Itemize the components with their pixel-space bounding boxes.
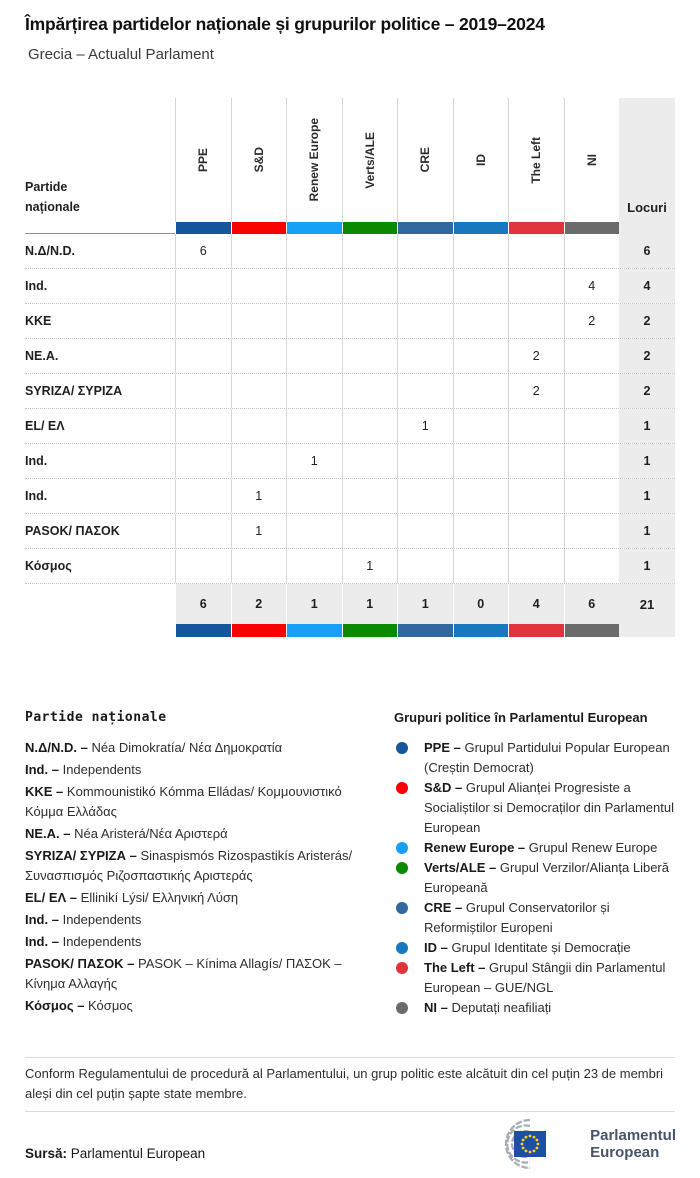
seat-count-cell-sd bbox=[231, 339, 287, 373]
group-total-verts: 1 bbox=[342, 584, 398, 624]
seat-count-cell-cre bbox=[397, 514, 453, 548]
grand-total-seats: 21 bbox=[619, 584, 675, 624]
seat-count-cell-renew bbox=[286, 479, 342, 513]
seat-count-cell-idg bbox=[453, 549, 509, 583]
party-legend-item bbox=[25, 782, 383, 822]
group-legend-abbr: The Left – bbox=[424, 960, 486, 975]
group-column-label: ID bbox=[473, 154, 488, 166]
row-seats-total: 2 bbox=[619, 374, 675, 408]
seat-count-cell-left bbox=[508, 269, 564, 303]
party-legend-name: PASOK – Kínima Allagís/ ΠΑΣΟΚ – Κίνημα Αλλαγής bbox=[25, 956, 342, 991]
party-legend-abbr: EL/ ΕΛ – bbox=[25, 890, 78, 905]
seat-count-cell-verts: 1 bbox=[342, 549, 398, 583]
group-legend-name: Grupul Partidului Popular European (Creștin Democrat) bbox=[424, 740, 670, 775]
group-color-bar-bottom bbox=[25, 624, 675, 637]
seat-count-cell-left: 2 bbox=[508, 374, 564, 408]
group-legend-name: Grupul Alianței Progresiste a Socialiștilor si Democraților din Parlamentul European bbox=[424, 780, 674, 835]
row-value-cells bbox=[175, 479, 619, 513]
seat-count-cell-verts bbox=[342, 304, 398, 338]
party-legend-abbr: Κόσμος – bbox=[25, 998, 85, 1013]
seat-count-cell-sd: 1 bbox=[231, 479, 287, 513]
group-column-header-idg bbox=[453, 98, 509, 222]
seat-count-cell-idg bbox=[453, 269, 509, 303]
table-row bbox=[25, 479, 675, 514]
seat-count-cell-sd: 1 bbox=[231, 514, 287, 548]
seat-count-cell-cre bbox=[397, 444, 453, 478]
group-column-header-verts bbox=[342, 98, 398, 222]
seat-count-cell-idg bbox=[453, 339, 509, 373]
seat-count-cell-verts bbox=[342, 514, 398, 548]
ppe-color-bar-segment bbox=[175, 222, 231, 234]
group-legend-item bbox=[394, 858, 676, 898]
groups-legend-heading: Grupuri politice în Parlamentul European bbox=[394, 710, 648, 725]
group-legend-item bbox=[394, 898, 676, 938]
seat-count-cell-verts bbox=[342, 374, 398, 408]
group-total-idg: 0 bbox=[453, 584, 509, 624]
row-value-cells bbox=[175, 514, 619, 548]
group-column-label: Verts/ALE bbox=[362, 131, 377, 189]
ni-color-bar-segment bbox=[564, 624, 620, 637]
group-total-ni: 6 bbox=[564, 584, 620, 624]
group-column-header-sd bbox=[231, 98, 287, 222]
group-column-header-ni bbox=[564, 98, 620, 222]
party-legend-abbr: KKE – bbox=[25, 784, 64, 799]
political-groups-legend bbox=[394, 710, 676, 1018]
party-legend-item bbox=[25, 932, 383, 952]
party-name: SYRIZA/ ΣΥΡΙΖΑ bbox=[25, 384, 123, 398]
row-seats-total: 4 bbox=[619, 269, 675, 303]
ep-hemicycle-and-flag-icon bbox=[478, 1117, 582, 1171]
group-legend-abbr: ID – bbox=[424, 940, 448, 955]
table-header-row bbox=[25, 98, 675, 222]
party-name: Ind. bbox=[25, 279, 48, 293]
groups-legend-items bbox=[394, 738, 676, 1018]
party-legend-abbr: NE.A. – bbox=[25, 826, 71, 841]
group-total-ppe: 6 bbox=[175, 584, 231, 624]
color-bar-bottom-cells bbox=[175, 624, 619, 637]
party-legend-abbr: PASOK/ ΠΑΣΟΚ – bbox=[25, 956, 135, 971]
idg-color-bar-segment bbox=[453, 624, 509, 637]
footnote-text: Conform Regulamentului de procedură al Parlamentului, un grup politic este alcătuit din cel puțin 23 de membri aleși din cel puțin șapte state membre. bbox=[25, 1066, 664, 1101]
group-total-left: 4 bbox=[508, 584, 564, 624]
table-row bbox=[25, 444, 675, 479]
row-value-cells bbox=[175, 339, 619, 373]
group-legend-name: Grupul Verzilor/Alianța Liberă Europeană bbox=[424, 860, 669, 895]
parties-legend-items bbox=[25, 738, 383, 1016]
table-body-rows bbox=[25, 234, 675, 584]
seat-count-cell-left bbox=[508, 304, 564, 338]
group-column-label: CRE bbox=[418, 147, 433, 173]
row-seats-total: 1 bbox=[619, 549, 675, 583]
table-row bbox=[25, 269, 675, 304]
ep-logo-line2: European bbox=[590, 1144, 660, 1161]
seat-count-cell-cre bbox=[397, 269, 453, 303]
table-row bbox=[25, 304, 675, 339]
idg-color-bar-segment bbox=[453, 222, 509, 234]
party-legend-name: Independents bbox=[62, 912, 142, 927]
seat-count-cell-ppe bbox=[175, 549, 231, 583]
group-header-cells bbox=[175, 98, 619, 222]
seat-count-cell-verts bbox=[342, 409, 398, 443]
row-seats-total: 2 bbox=[619, 339, 675, 373]
seat-count-cell-left bbox=[508, 444, 564, 478]
group-legend-item bbox=[394, 938, 676, 958]
ep-logo-line1: Parlamentul bbox=[590, 1127, 676, 1144]
row-value-cells bbox=[175, 409, 619, 443]
seat-count-cell-cre bbox=[397, 479, 453, 513]
sd-color-bar-segment bbox=[231, 624, 287, 637]
row-value-cells bbox=[175, 234, 619, 268]
party-name: Ν.Δ/N.D. bbox=[25, 244, 75, 258]
party-legend-item bbox=[25, 738, 383, 758]
color-bar-seats-spacer bbox=[619, 222, 675, 234]
party-legend-abbr: Ind. – bbox=[25, 762, 59, 777]
seat-count-cell-ppe bbox=[175, 514, 231, 548]
seat-count-cell-cre bbox=[397, 374, 453, 408]
party-legend-item bbox=[25, 846, 383, 886]
table-row bbox=[25, 549, 675, 584]
group-legend-name: Grupul Identitate și Democrație bbox=[451, 940, 631, 955]
party-legend-abbr: Ν.Δ/N.D. – bbox=[25, 740, 88, 755]
seat-count-cell-renew bbox=[286, 269, 342, 303]
table-row bbox=[25, 514, 675, 549]
group-legend-abbr: S&D – bbox=[424, 780, 463, 795]
ppe-color-bar-segment bbox=[175, 624, 231, 637]
color-bar-seats-spacer bbox=[619, 624, 675, 637]
party-legend-item bbox=[25, 954, 383, 994]
totals-label-spacer bbox=[25, 584, 175, 624]
row-value-cells bbox=[175, 304, 619, 338]
national-parties-legend bbox=[25, 710, 383, 1018]
seat-count-cell-ppe: 6 bbox=[175, 234, 231, 268]
row-value-cells bbox=[175, 269, 619, 303]
party-name: NE.A. bbox=[25, 349, 59, 363]
seat-count-cell-renew bbox=[286, 409, 342, 443]
row-header-cell bbox=[25, 98, 175, 222]
seat-count-cell-ppe bbox=[175, 269, 231, 303]
page-subtitle: Grecia – Actualul Parlament bbox=[28, 46, 214, 63]
seat-count-cell-ni bbox=[564, 409, 620, 443]
seat-count-cell-idg bbox=[453, 409, 509, 443]
group-column-label: PPE bbox=[196, 147, 211, 172]
seat-count-cell-idg bbox=[453, 444, 509, 478]
party-name: PASOK/ ΠΑΣΟΚ bbox=[25, 524, 120, 538]
seat-count-cell-renew bbox=[286, 339, 342, 373]
party-legend-name: Sinaspismós Rizospastikís Aristerás/ Συνασπισμός Ριζοσπαστικής Αριστεράς bbox=[25, 848, 353, 883]
seat-count-cell-ppe bbox=[175, 304, 231, 338]
group-column-label: S&D bbox=[251, 147, 266, 173]
group-legend-name: Grupul Stângii din Parlamentul European – GUE/NGL bbox=[424, 960, 666, 995]
ep-logo bbox=[478, 1117, 676, 1171]
ppe-legend-dot-icon bbox=[396, 742, 408, 754]
left-color-bar-segment bbox=[508, 624, 564, 637]
group-legend-name: Grupul Conservatorilor și Reformiștilor Europeni bbox=[424, 900, 610, 935]
renew-legend-dot-icon bbox=[396, 842, 408, 854]
row-value-cells bbox=[175, 444, 619, 478]
party-legend-name: Ellinikí Lýsi/ Ελληνική Λύση bbox=[80, 890, 239, 905]
row-seats-total: 1 bbox=[619, 479, 675, 513]
seat-count-cell-left bbox=[508, 409, 564, 443]
row-seats-total: 1 bbox=[619, 514, 675, 548]
group-legend-abbr: CRE – bbox=[424, 900, 463, 915]
group-legend-item bbox=[394, 958, 676, 998]
seat-count-cell-sd bbox=[231, 444, 287, 478]
seat-count-cell-cre bbox=[397, 304, 453, 338]
row-seats-total: 1 bbox=[619, 444, 675, 478]
party-legend-item bbox=[25, 888, 383, 908]
parties-legend-heading: Partide naționale bbox=[25, 710, 167, 725]
seat-count-cell-cre bbox=[397, 339, 453, 373]
row-header-line1: Partide bbox=[25, 180, 68, 194]
seat-count-cell-renew bbox=[286, 374, 342, 408]
seat-count-cell-left: 2 bbox=[508, 339, 564, 373]
seat-count-cell-left bbox=[508, 549, 564, 583]
party-legend-name: Néa Dimokratía/ Νέα Δημοκρατία bbox=[91, 740, 283, 755]
verts-legend-dot-icon bbox=[396, 862, 408, 874]
color-bar-label-spacer bbox=[25, 624, 175, 637]
seat-count-cell-cre: 1 bbox=[397, 409, 453, 443]
group-legend-item bbox=[394, 838, 676, 858]
seat-count-cell-sd bbox=[231, 234, 287, 268]
source-value: Parlamentul European bbox=[67, 1146, 206, 1161]
group-legend-abbr: NI – bbox=[424, 1000, 448, 1015]
party-legend-item bbox=[25, 824, 383, 844]
party-legend-item bbox=[25, 996, 383, 1016]
eu-flag-icon bbox=[514, 1131, 546, 1157]
seat-count-cell-idg bbox=[453, 234, 509, 268]
seat-count-cell-ni: 2 bbox=[564, 304, 620, 338]
party-name: KKE bbox=[25, 314, 52, 328]
seats-distribution-table bbox=[25, 98, 675, 637]
seat-count-cell-renew bbox=[286, 514, 342, 548]
group-total-sd: 2 bbox=[231, 584, 287, 624]
group-total-cre: 1 bbox=[397, 584, 453, 624]
row-header-line2: naționale bbox=[25, 200, 80, 214]
seat-count-cell-sd bbox=[231, 304, 287, 338]
seat-count-cell-ppe bbox=[175, 374, 231, 408]
seat-count-cell-idg bbox=[453, 514, 509, 548]
seat-count-cell-verts bbox=[342, 444, 398, 478]
party-name: Ind. bbox=[25, 489, 48, 503]
source-label: Sursă: bbox=[25, 1146, 68, 1161]
seat-count-cell-cre bbox=[397, 549, 453, 583]
party-name: Ind. bbox=[25, 454, 48, 468]
group-column-header-left bbox=[508, 98, 564, 222]
party-legend-abbr: Ind. – bbox=[25, 934, 59, 949]
totals-row bbox=[25, 584, 675, 624]
group-legend-item bbox=[394, 778, 676, 838]
group-legend-abbr: PPE – bbox=[424, 740, 461, 755]
row-header-label bbox=[25, 177, 80, 222]
cre-legend-dot-icon bbox=[396, 902, 408, 914]
group-column-header-renew bbox=[286, 98, 342, 222]
seat-count-cell-ni bbox=[564, 514, 620, 548]
table-row bbox=[25, 339, 675, 374]
seat-count-cell-renew bbox=[286, 549, 342, 583]
left-legend-dot-icon bbox=[396, 962, 408, 974]
divider-line bbox=[25, 1111, 675, 1112]
renew-color-bar-segment bbox=[286, 222, 342, 234]
seat-count-cell-sd bbox=[231, 409, 287, 443]
seat-count-cell-ppe bbox=[175, 339, 231, 373]
row-seats-total: 2 bbox=[619, 304, 675, 338]
party-name: EL/ ΕΛ bbox=[25, 419, 65, 433]
row-seats-total: 1 bbox=[619, 409, 675, 443]
seat-count-cell-verts bbox=[342, 269, 398, 303]
seat-count-cell-sd bbox=[231, 549, 287, 583]
group-column-label: The Left bbox=[529, 136, 544, 184]
seat-count-cell-ppe bbox=[175, 409, 231, 443]
totals-cells bbox=[175, 584, 619, 624]
left-color-bar-segment bbox=[508, 222, 564, 234]
party-legend-abbr: Ind. – bbox=[25, 912, 59, 927]
source-line bbox=[25, 1146, 205, 1161]
seat-count-cell-renew: 1 bbox=[286, 444, 342, 478]
color-bar-top-cells bbox=[175, 222, 619, 234]
seat-count-cell-ni bbox=[564, 234, 620, 268]
idg-legend-dot-icon bbox=[396, 942, 408, 954]
group-column-label: Renew Europe bbox=[307, 118, 322, 202]
page-title: Împărțirea partidelor naționale și grupurilor politice – 2019–2024 bbox=[25, 14, 545, 34]
ep-logo-text bbox=[590, 1127, 676, 1161]
group-column-header-cre bbox=[397, 98, 453, 222]
party-legend-item bbox=[25, 910, 383, 930]
color-bar-label-spacer bbox=[25, 222, 175, 234]
party-legend-abbr: SYRIZA/ ΣΥΡΙΖΑ – bbox=[25, 848, 137, 863]
sd-color-bar-segment bbox=[231, 222, 287, 234]
seat-count-cell-ni bbox=[564, 549, 620, 583]
cre-color-bar-segment bbox=[397, 222, 453, 234]
group-total-renew: 1 bbox=[286, 584, 342, 624]
seats-column-label: Locuri bbox=[627, 200, 667, 215]
group-legend-name: Grupul Renew Europe bbox=[528, 840, 658, 855]
seat-count-cell-idg bbox=[453, 479, 509, 513]
table-row bbox=[25, 374, 675, 409]
cre-color-bar-segment bbox=[397, 624, 453, 637]
ni-legend-dot-icon bbox=[396, 1002, 408, 1014]
group-column-header-ppe bbox=[175, 98, 231, 222]
seat-count-cell-renew bbox=[286, 304, 342, 338]
seat-count-cell-verts bbox=[342, 339, 398, 373]
seat-count-cell-verts bbox=[342, 234, 398, 268]
seat-count-cell-idg bbox=[453, 304, 509, 338]
seat-count-cell-left bbox=[508, 479, 564, 513]
seat-count-cell-ni bbox=[564, 444, 620, 478]
group-legend-abbr: Verts/ALE – bbox=[424, 860, 497, 875]
table-row bbox=[25, 234, 675, 269]
seat-count-cell-left bbox=[508, 234, 564, 268]
seat-count-cell-ni bbox=[564, 339, 620, 373]
seat-count-cell-ppe bbox=[175, 479, 231, 513]
seat-count-cell-left bbox=[508, 514, 564, 548]
group-legend-abbr: Renew Europe – bbox=[424, 840, 526, 855]
party-legend-name: Independents bbox=[62, 934, 142, 949]
group-legend-item bbox=[394, 738, 676, 778]
party-legend-name: Kommounistikó Kómma Elládas/ Κομμουνιστικό Κόμμα Ελλάδας bbox=[25, 784, 342, 819]
seat-count-cell-renew bbox=[286, 234, 342, 268]
group-legend-name: Deputați neafiliați bbox=[451, 1000, 552, 1015]
group-column-label: NI bbox=[584, 154, 599, 166]
divider-line bbox=[25, 1057, 675, 1058]
seat-count-cell-idg bbox=[453, 374, 509, 408]
table-row bbox=[25, 409, 675, 444]
party-name: Κόσμος bbox=[25, 559, 72, 573]
verts-color-bar-segment bbox=[342, 222, 398, 234]
seat-count-cell-verts bbox=[342, 479, 398, 513]
renew-color-bar-segment bbox=[286, 624, 342, 637]
ni-color-bar-segment bbox=[564, 222, 620, 234]
party-legend-name: Néa Aristerá/Νέα Αριστερά bbox=[74, 826, 228, 841]
seat-count-cell-ni bbox=[564, 479, 620, 513]
row-seats-total: 6 bbox=[619, 234, 675, 268]
seats-column-header bbox=[619, 98, 675, 222]
party-legend-name: Independents bbox=[62, 762, 142, 777]
sd-legend-dot-icon bbox=[396, 782, 408, 794]
seat-count-cell-cre bbox=[397, 234, 453, 268]
party-legend-item bbox=[25, 760, 383, 780]
seat-count-cell-ppe bbox=[175, 444, 231, 478]
seat-count-cell-ni bbox=[564, 374, 620, 408]
verts-color-bar-segment bbox=[342, 624, 398, 637]
seat-count-cell-ni: 4 bbox=[564, 269, 620, 303]
row-value-cells bbox=[175, 374, 619, 408]
group-color-bar-top bbox=[25, 222, 675, 234]
row-value-cells bbox=[175, 549, 619, 583]
group-legend-item bbox=[394, 998, 676, 1018]
party-legend-name: Κόσμος bbox=[88, 998, 133, 1013]
seat-count-cell-sd bbox=[231, 374, 287, 408]
seat-count-cell-sd bbox=[231, 269, 287, 303]
